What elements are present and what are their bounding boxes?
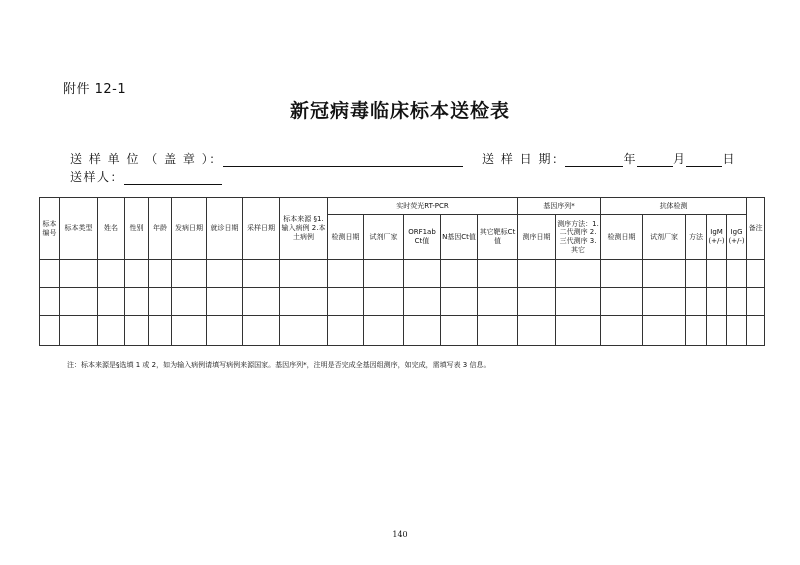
header-sampling-date: 采样日期 <box>243 198 280 260</box>
month-label: 月 <box>672 152 687 166</box>
header-pcr-other-target: 其它靶标Ct值 <box>478 215 518 260</box>
header-specimen-type: 标本类型 <box>60 198 98 260</box>
header-group-antibody: 抗体检测 <box>601 198 747 215</box>
table-row[interactable] <box>40 260 765 288</box>
unit-line <box>70 150 463 167</box>
header-seq-method: 测序方法：1.二代测序 2.三代测序 3. 其它 <box>556 215 601 260</box>
date-label: 送 样 日 期： <box>482 152 566 166</box>
table-row[interactable] <box>40 288 765 316</box>
attachment-label: 附件 12-1 <box>63 82 127 97</box>
sender-line <box>70 168 222 185</box>
header-specimen-no: 标本编号 <box>40 198 60 260</box>
header-ab-igg: IgG (+/-) <box>727 215 747 260</box>
header-pcr-n-gene: N基因Ct值 <box>441 215 478 260</box>
sender-label: 送样人： <box>70 170 125 184</box>
sender-field[interactable] <box>124 171 222 185</box>
header-pcr-orf1ab: ORF1ab Ct值 <box>404 215 441 260</box>
page-number: 140 <box>392 530 408 539</box>
date-line <box>482 150 736 167</box>
day-field[interactable] <box>686 153 722 167</box>
header-seq-date: 测序日期 <box>518 215 556 260</box>
header-name: 姓名 <box>98 198 125 260</box>
header-group-sequencing: 基因序列* <box>518 198 601 215</box>
header-source: 标本来源 §1.输入病例 2.本土病例 <box>280 198 328 260</box>
header-sex: 性别 <box>125 198 149 260</box>
header-ab-method: 方法 <box>686 215 707 260</box>
header-age: 年龄 <box>149 198 172 260</box>
header-remarks: 备注 <box>747 198 765 260</box>
header-pcr-test-date: 检测日期 <box>328 215 364 260</box>
specimen-table <box>39 197 765 346</box>
year-field[interactable] <box>565 153 623 167</box>
header-pcr-reagent-maker: 试剂厂家 <box>364 215 404 260</box>
header-ab-test-date: 检测日期 <box>601 215 643 260</box>
table-row[interactable] <box>40 316 765 346</box>
day-label: 日 <box>722 152 736 166</box>
header-onset-date: 发病日期 <box>172 198 207 260</box>
header-ab-reagent-maker: 试剂厂家 <box>643 215 686 260</box>
header-visit-date: 就诊日期 <box>207 198 243 260</box>
form-title: 新冠病毒临床标本送检表 <box>289 100 510 122</box>
footnote: 注：标本来源是§选填 1 或 2，如为输入病例请填写病例来源国家。基因序列*，注明是否完成全基因组测序，如完成，需填写表 3 信息。 <box>67 361 491 369</box>
unit-label: 送 样 单 位 （ 盖 章 ）： <box>70 152 223 166</box>
header-group-pcr: 实时荧光RT-PCR <box>328 198 518 215</box>
unit-field[interactable] <box>223 153 463 167</box>
header-ab-igm: IgM (+/-) <box>707 215 727 260</box>
month-field[interactable] <box>637 153 673 167</box>
header-row-1 <box>40 198 765 215</box>
year-label: 年 <box>623 152 637 166</box>
